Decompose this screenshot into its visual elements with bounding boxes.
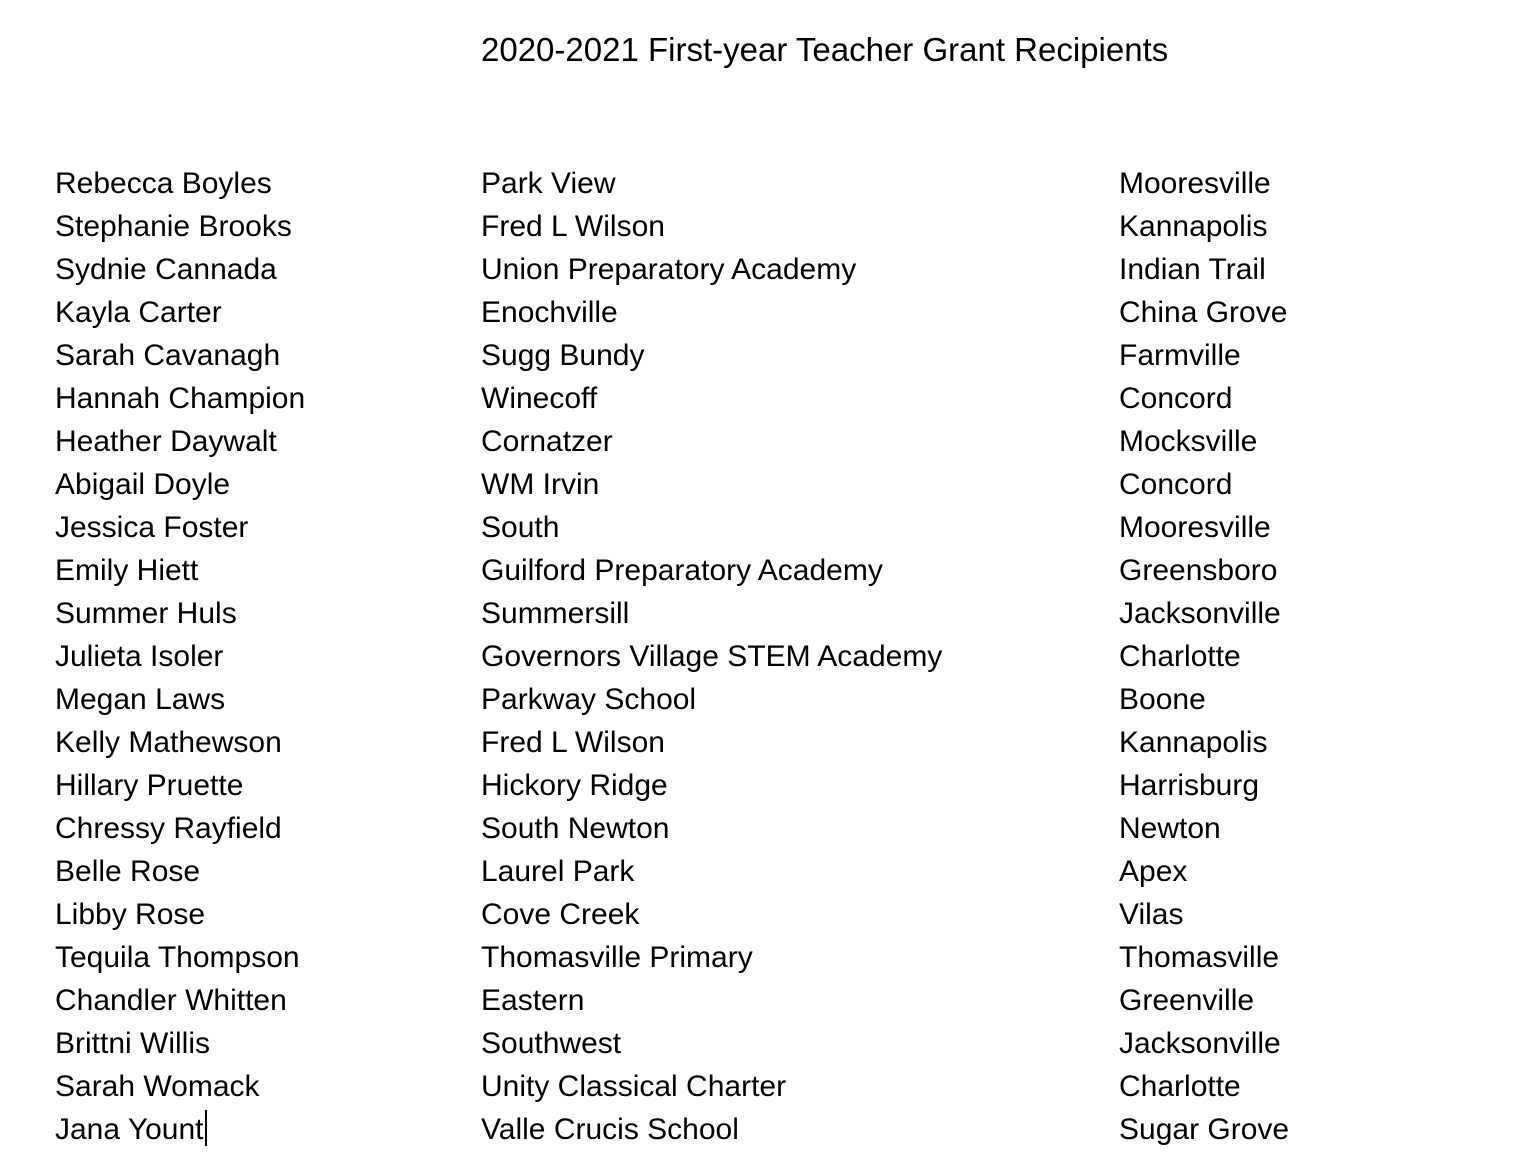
recipient-row (0, 979, 1536, 1022)
recipient-city: China Grove (1119, 296, 1288, 329)
recipient-name: Sarah Womack (55, 1070, 260, 1103)
recipient-city: Charlotte (1119, 640, 1241, 673)
recipient-city: Harrisburg (1119, 769, 1260, 802)
recipient-name: Kelly Mathewson (55, 726, 282, 759)
recipient-row (0, 850, 1536, 893)
recipient-city: Kannapolis (1119, 726, 1268, 759)
recipient-name: Kayla Carter (55, 296, 222, 329)
recipient-name: Sarah Cavanagh (55, 339, 281, 372)
recipients-list (0, 162, 1536, 1151)
recipient-city: Charlotte (1119, 1070, 1241, 1103)
recipient-school: South Newton (481, 812, 670, 845)
recipient-school: Thomasville Primary (481, 941, 753, 974)
recipient-city: Kannapolis (1119, 210, 1268, 243)
recipient-school: Enochville (481, 296, 618, 329)
recipient-school: Guilford Preparatory Academy (481, 554, 883, 587)
recipient-row (0, 893, 1536, 936)
recipient-city: Mooresville (1119, 511, 1271, 544)
recipient-school: Summersill (481, 597, 630, 630)
recipient-city: Concord (1119, 468, 1233, 501)
recipient-school: Southwest (481, 1027, 622, 1060)
recipient-name: Abigail Doyle (55, 468, 231, 501)
recipient-name: Jana Yount (55, 1113, 204, 1146)
recipient-name: Summer Huls (55, 597, 237, 630)
recipient-city: Apex (1119, 855, 1188, 888)
recipient-school: South (481, 511, 560, 544)
recipient-city: Jacksonville (1119, 597, 1281, 630)
recipient-school: Governors Village STEM Academy (481, 640, 943, 673)
recipient-row (0, 592, 1536, 635)
recipient-row (0, 1022, 1536, 1065)
recipient-school: Fred L Wilson (481, 210, 665, 243)
recipient-school: Union Preparatory Academy (481, 253, 857, 286)
recipient-name: Hannah Champion (55, 382, 306, 415)
recipient-row (0, 291, 1536, 334)
recipient-school: Park View (481, 167, 616, 200)
recipient-school: Unity Classical Charter (481, 1070, 787, 1103)
recipient-school: Valle Crucis School (481, 1113, 739, 1146)
recipient-row (0, 377, 1536, 420)
recipient-row (0, 1065, 1536, 1108)
recipient-city: Newton (1119, 812, 1221, 845)
recipient-school: WM Irvin (481, 468, 600, 501)
document-title: 2020-2021 First-year Teacher Grant Recipients (481, 31, 1169, 68)
recipient-city: Farmville (1119, 339, 1241, 372)
recipient-row (0, 721, 1536, 764)
recipient-school: Parkway School (481, 683, 697, 716)
recipient-name: Megan Laws (55, 683, 226, 716)
recipient-name: Tequila Thompson (55, 941, 300, 974)
recipient-city: Thomasville (1119, 941, 1280, 974)
recipient-school: Cove Creek (481, 898, 640, 931)
recipient-city: Concord (1119, 382, 1233, 415)
recipient-school: Laurel Park (481, 855, 635, 888)
recipient-school: Winecoff (481, 382, 598, 415)
recipient-row (0, 764, 1536, 807)
recipient-city: Greensboro (1119, 554, 1278, 587)
recipient-name: Rebecca Boyles (55, 167, 272, 200)
recipient-name: Heather Daywalt (55, 425, 277, 458)
recipient-school: Eastern (481, 984, 585, 1017)
recipient-school: Cornatzer (481, 425, 613, 458)
recipient-city: Mocksville (1119, 425, 1258, 458)
recipient-name: Stephanie Brooks (55, 210, 292, 243)
recipient-row (0, 248, 1536, 291)
recipient-school: Fred L Wilson (481, 726, 665, 759)
recipient-row (0, 678, 1536, 721)
recipient-name: Chandler Whitten (55, 984, 287, 1017)
recipient-city: Vilas (1119, 898, 1184, 931)
recipient-name: Chressy Rayfield (55, 812, 282, 845)
recipient-city: Boone (1119, 683, 1206, 716)
recipient-row (0, 506, 1536, 549)
recipient-city: Jacksonville (1119, 1027, 1281, 1060)
recipient-row (0, 205, 1536, 248)
recipient-city: Indian Trail (1119, 253, 1266, 286)
recipient-row (0, 1108, 1536, 1151)
recipient-city: Mooresville (1119, 167, 1271, 200)
recipient-row (0, 807, 1536, 850)
recipient-name-cell (55, 1108, 207, 1151)
recipient-name: Sydnie Cannada (55, 253, 277, 286)
recipient-school: Sugg Bundy (481, 339, 645, 372)
recipient-row (0, 936, 1536, 979)
recipient-city: Greenville (1119, 984, 1255, 1017)
recipient-row (0, 463, 1536, 506)
recipient-name: Belle Rose (55, 855, 201, 888)
recipient-name: Brittni Willis (55, 1027, 210, 1060)
recipient-school: Hickory Ridge (481, 769, 668, 802)
recipient-name: Emily Hiett (55, 554, 199, 587)
recipient-city: Sugar Grove (1119, 1113, 1290, 1146)
recipient-row (0, 162, 1536, 205)
recipient-name: Jessica Foster (55, 511, 249, 544)
recipient-name: Hillary Pruette (55, 769, 244, 802)
text-cursor (205, 1110, 207, 1146)
recipient-row (0, 635, 1536, 678)
recipient-row (0, 549, 1536, 592)
recipient-row (0, 334, 1536, 377)
recipient-name: Julieta Isoler (55, 640, 224, 673)
recipient-name: Libby Rose (55, 898, 206, 931)
recipient-row (0, 420, 1536, 463)
